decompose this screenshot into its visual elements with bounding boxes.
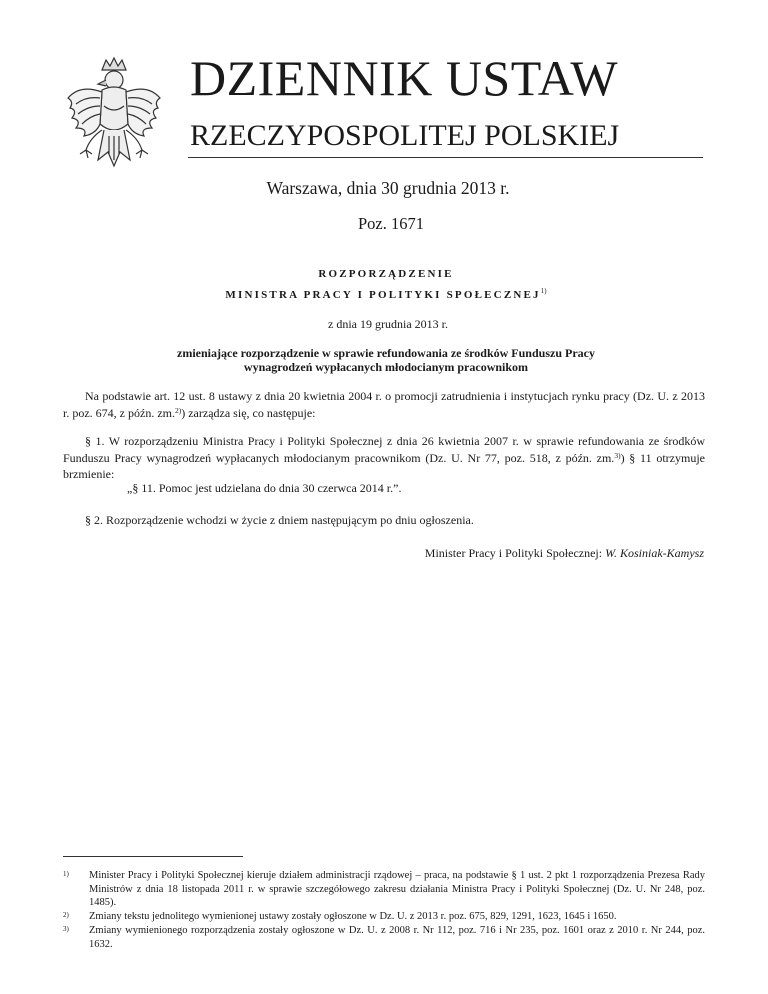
signature-role: Minister Pracy i Polityki Społecznej: — [424, 546, 606, 560]
act-subject-line-1: zmieniające rozporządzenie w sprawie refundowania ze środków Funduszu Pracy — [177, 346, 595, 360]
footnote-text: Minister Pracy i Polityki Społecznej kieruje działem administracji rządowej – praca, na podstawie § 1 ust. 2 pkt 1 rozporządzenia Prezesa Rady Ministrów z dnia 18 listopada 2011 r. w sprawie szczegółowego zakresu działania Ministra Pracy i Polityki Społecznej (Dz. U. Nr 248, poz. 1485). — [89, 870, 705, 908]
publication-date: Warszawa, dnia 30 grudnia 2013 r. — [266, 178, 510, 198]
signature — [425, 546, 704, 561]
journal-subtitle: RZECZYPOSPOLITEJ POLSKIEJ — [190, 119, 620, 152]
polish-eagle-emblem-icon — [62, 54, 166, 180]
footnote-number: 3) — [63, 925, 69, 933]
preamble-paragraph — [63, 388, 705, 421]
act-issue-date: z dnia 19 grudnia 2013 r. — [328, 317, 448, 331]
footnote-number: 1) — [63, 870, 69, 878]
signature-name: W. Kosiniak-Kamysz — [605, 546, 704, 560]
act-type: ROZPORZĄDZENIE — [318, 268, 454, 280]
footnote-ref-1[interactable]: 1) — [540, 287, 547, 295]
footnote-text: Zmiany wymienionego rozporządzenia zostały ogłoszone w Dz. U. z 2008 r. Nr 112, poz. 716 i Nr 235, poz. 1601 oraz z 2010 r. Nr 244, poz. 1632. — [89, 925, 705, 950]
preamble-text-b: ) zarządza się, co następuje: — [181, 405, 316, 420]
footnote-1 — [63, 869, 705, 910]
section-1-text-b: ) § 11 otrzymuje brzmienie: — [63, 450, 706, 481]
section-1-text-a: § 1. W rozporządzeniu Ministra Pracy i Polityki Społecznej z dnia 26 kwietnia 2007 r. w sprawie refundowania ze środków Funduszu Pracy wynagrodzeń wypłacanych młodocianym pracownikom (Dz. U. Nr 77, poz. 518, z późn. zm. — [63, 434, 705, 465]
position-number: Poz. 1671 — [358, 214, 424, 233]
issuer-name: MINISTRA PRACY I POLITYKI SPOŁECZNEJ — [225, 289, 541, 301]
section-1-paragraph — [63, 433, 705, 483]
act-issuer — [2, 287, 768, 301]
header-rule — [188, 157, 703, 158]
footnote-2 — [63, 910, 705, 924]
journal-title: DZIENNIK USTAW — [190, 50, 619, 106]
footnote-text: Zmiany tekstu jednolitego wymienionej ustawy zostały ogłoszone w Dz. U. z 2013 r. poz. 675, 829, 1291, 1623, 1645 i 1650. — [89, 911, 617, 922]
section-2-paragraph: § 2. Rozporządzenie wchodzi w życie z dniem następującym po dniu ogłoszenia. — [85, 513, 474, 527]
footnote-3 — [63, 924, 705, 951]
footnote-rule — [63, 856, 243, 857]
amended-section-quote: „§ 11. Pomoc jest udzielana do dnia 30 czerwca 2014 r.”. — [127, 481, 402, 495]
preamble-text-a: Na podstawie art. 12 ust. 8 ustawy z dnia 20 kwietnia 2004 r. o promocji zatrudnienia i instytucjach rynku pracy (Dz. U. z 2013 r. poz. 674, z późn. zm. — [63, 389, 705, 420]
footnote-ref-3[interactable]: 3) — [614, 450, 621, 460]
act-subject-line-2: wynagrodzeń wypłacanych młodocianym pracownikom — [243, 360, 529, 374]
footnote-number: 2) — [63, 911, 69, 919]
footnote-ref-2[interactable]: 2) — [174, 405, 182, 415]
